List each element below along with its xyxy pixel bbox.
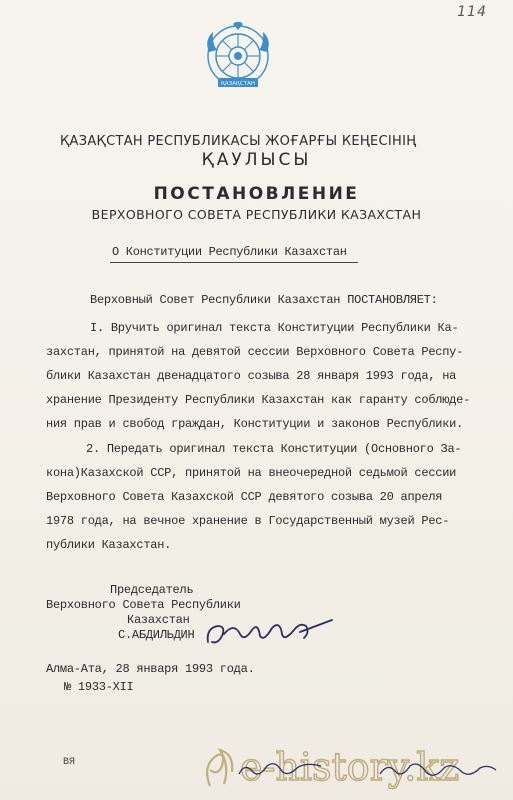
signatory-organization: Верховного Совета Республики bbox=[46, 598, 241, 612]
header-ru-title: ПОСТАНОВЛЕНИЕ bbox=[153, 184, 360, 204]
preamble: Верховный Совет Республики Казахстан ПОСТАНОВЛЯЕТ: bbox=[90, 293, 438, 307]
header-kz-subtitle: ҚАУЛЫСЫ bbox=[201, 150, 312, 170]
watermark-ornament-icon bbox=[207, 750, 232, 786]
kazakhstan-state-emblem-icon bbox=[203, 22, 273, 96]
place-date: Алма-Ата, 28 января 1993 года. bbox=[46, 662, 255, 676]
item-1-line: ния прав и свобод граждан, Конституции и законов Республики. bbox=[46, 417, 464, 431]
item-2-line: Верховного Совета Казахской ССР девятого созыва 20 апреля bbox=[46, 490, 443, 504]
handwritten-signature-icon bbox=[235, 754, 325, 784]
item-2 bbox=[46, 437, 486, 557]
subject-underline bbox=[110, 262, 358, 263]
document-number: № 1933-XII bbox=[64, 680, 134, 694]
item-1-line: хранение Президенту Республики Казахстан как гаранту соблюде- bbox=[46, 393, 471, 407]
archive-number: 114 bbox=[457, 4, 487, 20]
header-kz-title: ҚАЗАҚСТАН РЕСПУБЛИКАСЫ ЖОҒАРҒЫ КЕҢЕСІНІҢ bbox=[60, 134, 417, 149]
item-1-line: блики Казахстан двенадцатого созыва 28 января 1993 года, на bbox=[46, 369, 457, 383]
item-2-line: публики Казахстан. bbox=[46, 538, 172, 552]
signatory-country: Казахстан bbox=[127, 613, 190, 627]
item-2-line: 2. Передать оригинал текста Конституции (Основного За- bbox=[86, 442, 462, 456]
item-1 bbox=[46, 316, 486, 436]
document-subject: О Конституции Республики Казахстан bbox=[112, 245, 347, 259]
item-1-line: I. Вручить оригинал текста Конституции Республики Ка- bbox=[90, 321, 459, 335]
bottom-mark: ВЯ bbox=[63, 757, 76, 768]
watermark-text: e-history.kz bbox=[240, 745, 460, 789]
handwritten-signature-icon bbox=[376, 756, 500, 784]
item-2-line: 1978 года, на вечное хранение в Государственный музей Рес- bbox=[46, 514, 450, 528]
emblem-text: ҚАЗАҚСТАН bbox=[221, 81, 255, 87]
header-ru-subtitle: ВЕРХОВНОГО СОВЕТА РЕСПУБЛИКИ КАЗАХСТАН bbox=[91, 207, 422, 222]
signatory-name: С.АБДИЛЬДИН bbox=[118, 628, 195, 642]
handwritten-signature-icon bbox=[200, 612, 340, 654]
item-1-line: захстан, принятой на девятой сессии Верховного Совета Респу- bbox=[46, 345, 464, 359]
signatory-title: Председатель bbox=[110, 583, 194, 597]
item-2-line: кона)Казахской ССР, принятой на внеочередной седьмой сессии bbox=[46, 466, 457, 480]
